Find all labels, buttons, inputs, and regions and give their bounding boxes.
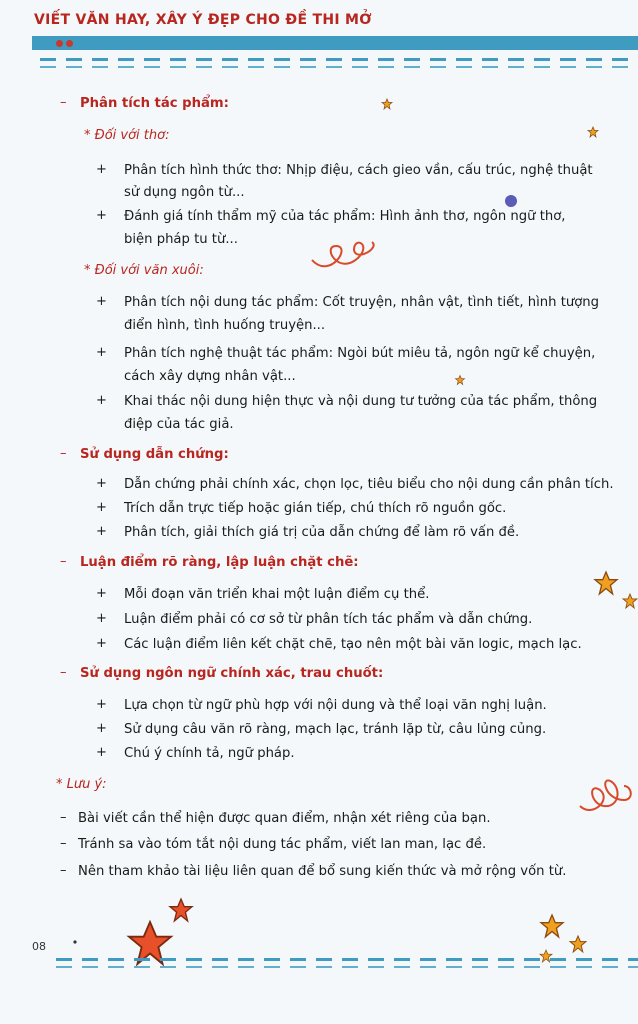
section-heading: Sử dụng dẫn chứng: — [80, 447, 229, 462]
plus-marker: + — [96, 393, 107, 408]
plus-marker: + — [96, 586, 107, 601]
dot-icon — [73, 940, 76, 943]
plus-marker: + — [96, 500, 107, 515]
list-item-line: Dẫn chứng phải chính xác, chọn lọc, tiêu biểu cho nội dung cần phân tích. — [124, 477, 614, 492]
dash-marker: – — [60, 836, 67, 851]
swirl-icon — [580, 780, 631, 810]
dash-marker: – — [60, 554, 67, 569]
plus-marker: + — [96, 162, 107, 177]
star-icon — [170, 899, 192, 921]
plus-marker: + — [96, 745, 107, 760]
list-item-line: Trích dẫn trực tiếp hoặc gián tiếp, chú thích rõ nguồn gốc. — [124, 501, 507, 516]
note-item: Nên tham khảo tài liệu liên quan để bổ sung kiến thức và mở rộng vốn từ. — [78, 864, 567, 879]
list-item-line: cách xây dựng nhân vật... — [124, 369, 296, 384]
plus-marker: + — [96, 697, 107, 712]
dash-marker: – — [60, 446, 67, 461]
star-icon — [588, 127, 598, 137]
star-icon — [595, 572, 617, 594]
sub-label: * Đối với văn xuôi: — [84, 263, 204, 278]
list-item-line: Các luận điểm liên kết chặt chẽ, tạo nên một bài văn logic, mạch lạc. — [124, 637, 582, 652]
plus-marker: + — [96, 524, 107, 539]
page-header-title: VIẾT VĂN HAY, XÂY Ý ĐẸP CHO ĐỀ THI MỞ — [34, 12, 372, 28]
plus-marker: + — [96, 294, 107, 309]
star-icon — [456, 376, 465, 385]
list-item-line: Phân tích nghệ thuật tác phẩm: Ngòi bút miêu tả, ngôn ngữ kể chuyện, — [124, 346, 596, 361]
plus-marker: + — [96, 345, 107, 360]
star-icon — [623, 594, 637, 608]
list-item-line: Phân tích, giải thích giá trị của dẫn chứng để làm rõ vấn đề. — [124, 525, 520, 540]
footer-dash-line — [56, 966, 638, 968]
note-item: Bài viết cần thể hiện được quan điểm, nhận xét riêng của bạn. — [78, 811, 491, 826]
dash-marker: – — [60, 95, 67, 110]
plus-marker: + — [96, 721, 107, 736]
list-item-line: điệp của tác giả. — [124, 417, 234, 432]
list-item-line: biện pháp tu từ... — [124, 232, 238, 247]
star-icon — [570, 936, 586, 952]
list-item-line: Lựa chọn từ ngữ phù hợp với nội dung và thể loại văn nghị luận. — [124, 698, 547, 713]
plus-marker: + — [96, 611, 107, 626]
list-item-line: Đánh giá tính thẩm mỹ của tác phẩm: Hình ảnh thơ, ngôn ngữ thơ, — [124, 209, 566, 224]
section-heading: Sử dụng ngôn ngữ chính xác, trau chuốt: — [80, 666, 384, 681]
star-icon — [382, 99, 392, 109]
plus-marker: + — [96, 476, 107, 491]
section-heading: Phân tích tác phẩm: — [80, 96, 229, 111]
footer-dash-line — [56, 958, 638, 961]
list-item-line: Phân tích nội dung tác phẩm: Cốt truyện, nhân vật, tình tiết, hình tượng — [124, 295, 600, 310]
list-item-line: Sử dụng câu văn rõ ràng, mạch lạc, tránh lặp từ, câu lủng củng. — [124, 722, 547, 737]
plus-marker: + — [96, 208, 107, 223]
star-icon — [541, 915, 563, 937]
dash-marker: – — [60, 863, 67, 878]
list-item-line: Chú ý chính tả, ngữ pháp. — [124, 746, 295, 761]
list-item-line: Khai thác nội dung hiện thực và nội dung tư tưởng của tác phẩm, thông — [124, 394, 598, 409]
list-item-line: Mỗi đoạn văn triển khai một luận điểm cụ thể. — [124, 587, 430, 602]
list-item-line: điển hình, tình huống truyện... — [124, 318, 326, 333]
dash-marker: – — [60, 810, 67, 825]
note-label: * Lưu ý: — [56, 777, 107, 792]
page-number: 08 — [32, 940, 46, 953]
plus-marker: + — [96, 636, 107, 651]
note-item: Tránh sa vào tóm tắt nội dung tác phẩm, viết lan man, lạc đề. — [78, 837, 487, 852]
dash-marker: – — [60, 665, 67, 680]
list-item-line: Luận điểm phải có cơ sở từ phân tích tác phẩm và dẫn chứng. — [124, 612, 533, 627]
list-item-line: Phân tích hình thức thơ: Nhịp điệu, cách gieo vần, cấu trúc, nghệ thuật — [124, 163, 593, 178]
list-item-line: sử dụng ngôn từ... — [124, 185, 245, 200]
section-heading: Luận điểm rõ ràng, lập luận chặt chẽ: — [80, 555, 359, 570]
swirl-icon — [312, 242, 374, 266]
sub-label: * Đối với thơ: — [84, 128, 170, 143]
dot-icon — [505, 195, 517, 207]
